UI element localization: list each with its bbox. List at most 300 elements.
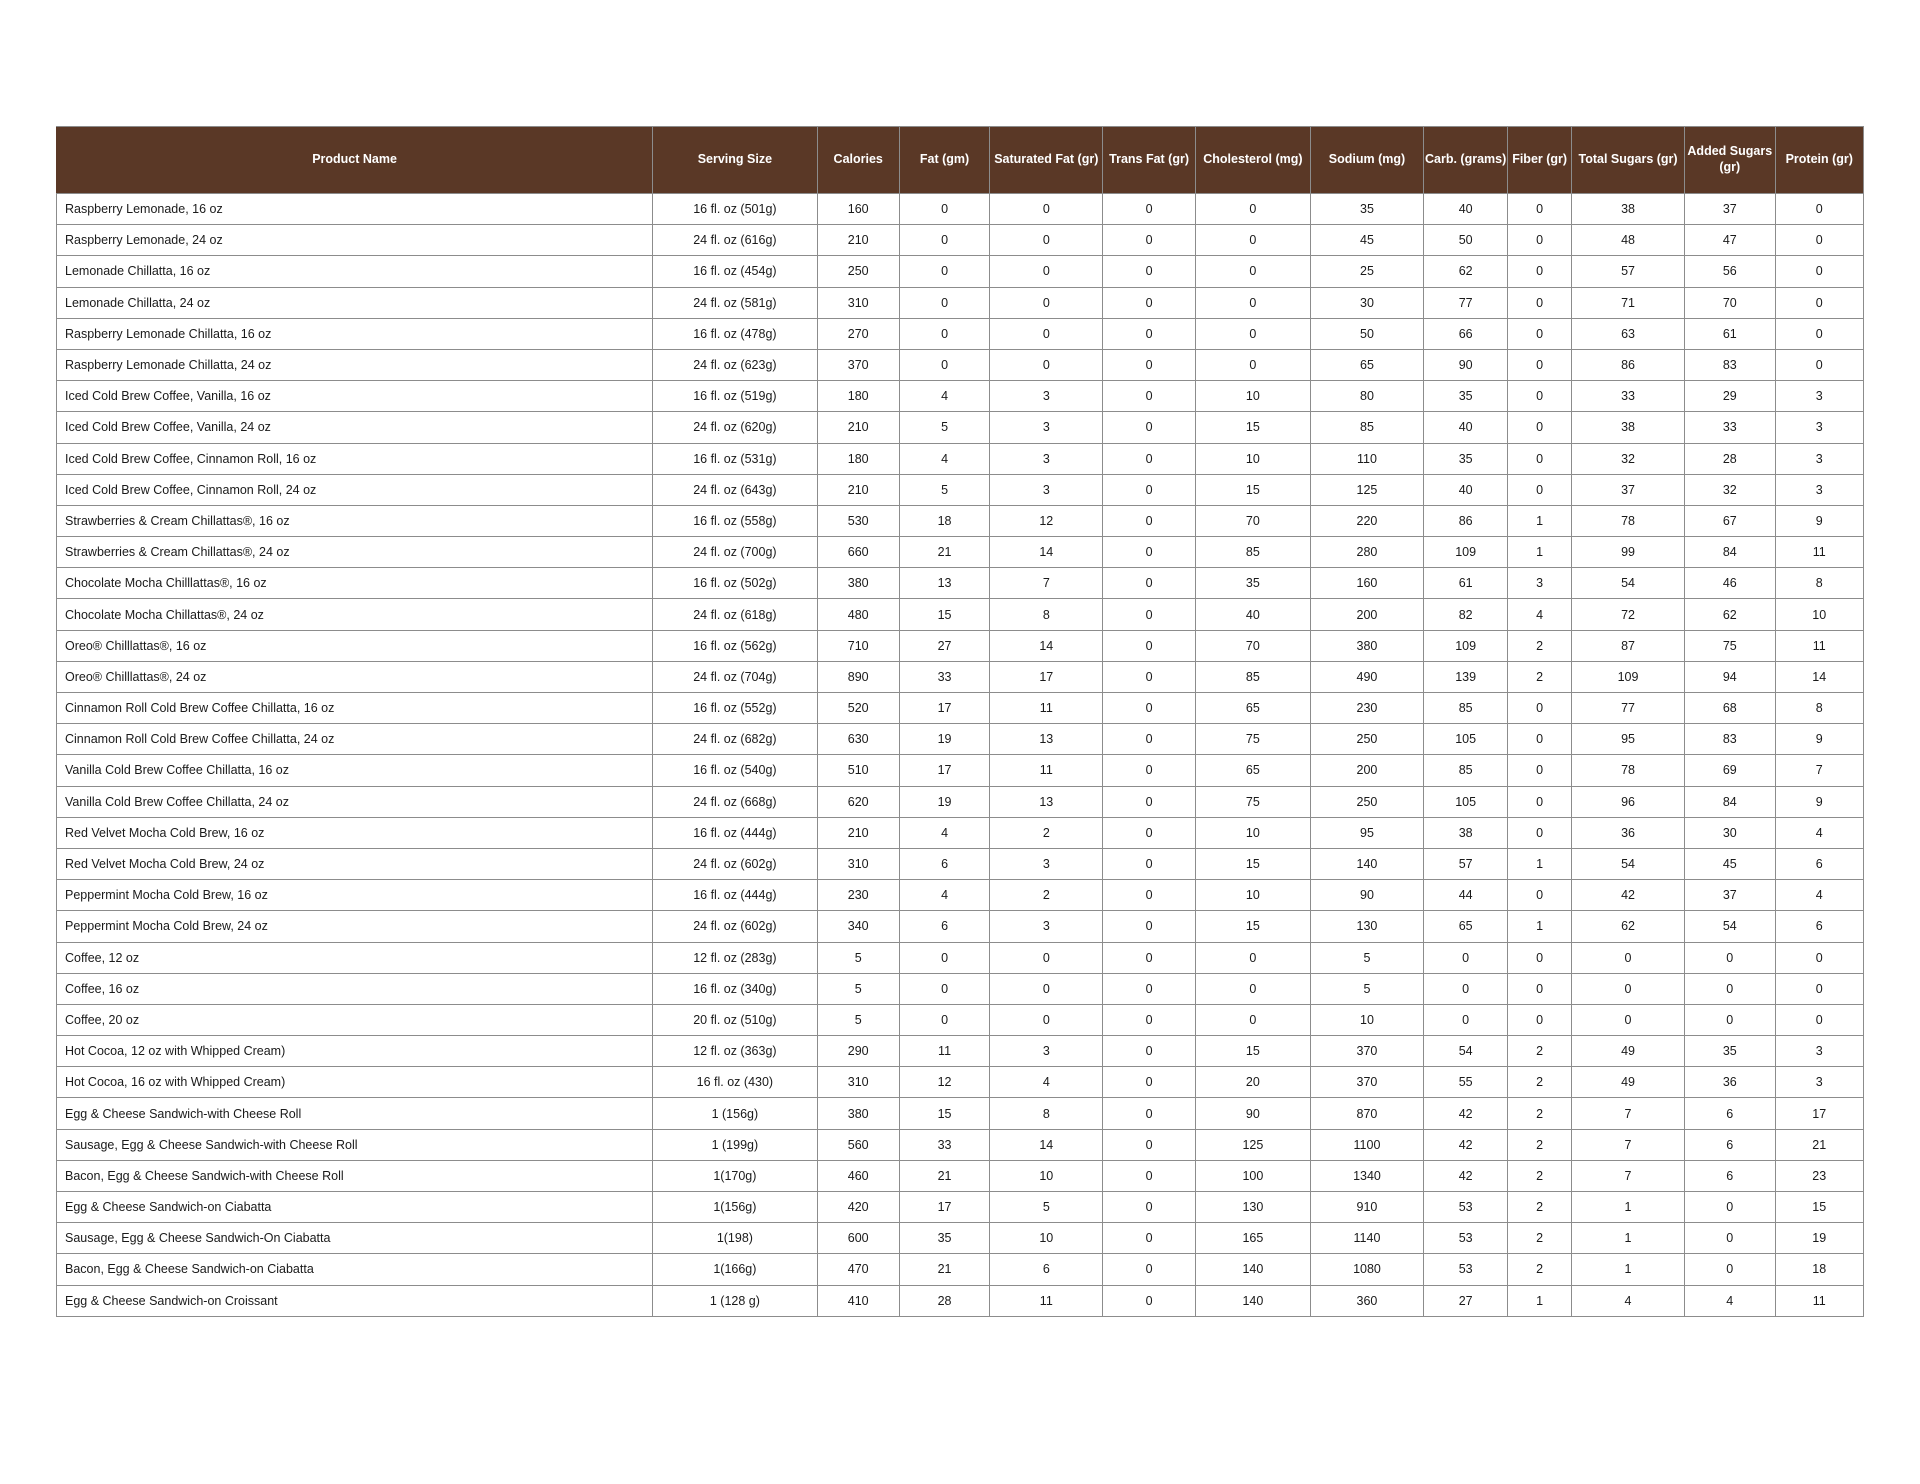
table-row [57,1285,1864,1316]
table-row [57,443,1864,474]
cell-fiber: 3 [1508,568,1572,599]
cell-protein: 0 [1775,318,1864,349]
cell-sodium: 30 [1310,287,1423,318]
cell-total-sugars: 109 [1572,661,1685,692]
table-row [57,1129,1864,1160]
cell-cholesterol: 35 [1195,568,1310,599]
cell-product-name: Iced Cold Brew Coffee, Vanilla, 16 oz [57,381,653,412]
cell-calories: 470 [817,1254,899,1285]
cell-serving-size: 20 fl. oz (510g) [653,1004,817,1035]
cell-sodium: 90 [1310,880,1423,911]
cell-protein: 8 [1775,568,1864,599]
cell-calories: 890 [817,661,899,692]
cell-added-sugars: 70 [1685,287,1775,318]
cell-fiber: 0 [1508,443,1572,474]
cell-fiber: 0 [1508,318,1572,349]
cell-product-name: Raspberry Lemonade, 24 oz [57,225,653,256]
cell-saturated-fat: 14 [990,1129,1103,1160]
cell-added-sugars: 32 [1685,474,1775,505]
cell-cholesterol: 15 [1195,848,1310,879]
cell-sodium: 110 [1310,443,1423,474]
table-row [57,225,1864,256]
cell-saturated-fat: 10 [990,1223,1103,1254]
cell-fiber: 2 [1508,1129,1572,1160]
cell-sodium: 200 [1310,755,1423,786]
cell-carb: 42 [1424,1129,1508,1160]
table-row [57,287,1864,318]
cell-cholesterol: 0 [1195,225,1310,256]
cell-calories: 180 [817,443,899,474]
cell-calories: 480 [817,599,899,630]
cell-cholesterol: 10 [1195,381,1310,412]
cell-product-name: Egg & Cheese Sandwich-on Croissant [57,1285,653,1316]
cell-serving-size: 24 fl. oz (623g) [653,349,817,380]
cell-serving-size: 16 fl. oz (502g) [653,568,817,599]
cell-cholesterol: 15 [1195,911,1310,942]
cell-cholesterol: 140 [1195,1254,1310,1285]
cell-added-sugars: 4 [1685,1285,1775,1316]
cell-total-sugars: 49 [1572,1067,1685,1098]
table-row [57,755,1864,786]
cell-trans-fat: 0 [1103,287,1196,318]
cell-cholesterol: 0 [1195,256,1310,287]
cell-fat: 4 [899,880,989,911]
cell-fat: 17 [899,1192,989,1223]
table-row [57,786,1864,817]
cell-total-sugars: 32 [1572,443,1685,474]
cell-saturated-fat: 8 [990,599,1103,630]
cell-cholesterol: 125 [1195,1129,1310,1160]
cell-total-sugars: 1 [1572,1254,1685,1285]
cell-product-name: Peppermint Mocha Cold Brew, 16 oz [57,880,653,911]
cell-trans-fat: 0 [1103,724,1196,755]
cell-trans-fat: 0 [1103,349,1196,380]
cell-added-sugars: 0 [1685,1004,1775,1035]
cell-protein: 11 [1775,1285,1864,1316]
cell-carb: 0 [1424,1004,1508,1035]
cell-fiber: 2 [1508,1192,1572,1223]
cell-serving-size: 1 (156g) [653,1098,817,1129]
cell-serving-size: 24 fl. oz (616g) [653,225,817,256]
cell-total-sugars: 48 [1572,225,1685,256]
cell-protein: 9 [1775,786,1864,817]
cell-serving-size: 24 fl. oz (620g) [653,412,817,443]
cell-fat: 0 [899,225,989,256]
cell-product-name: Iced Cold Brew Coffee, Cinnamon Roll, 24 oz [57,474,653,505]
cell-carb: 62 [1424,256,1508,287]
cell-protein: 23 [1775,1160,1864,1191]
cell-cholesterol: 0 [1195,287,1310,318]
column-header-cholesterol: Cholesterol (mg) [1195,127,1310,194]
cell-trans-fat: 0 [1103,1129,1196,1160]
cell-added-sugars: 37 [1685,880,1775,911]
cell-calories: 420 [817,1192,899,1223]
cell-carb: 57 [1424,848,1508,879]
cell-fiber: 0 [1508,942,1572,973]
cell-saturated-fat: 3 [990,848,1103,879]
cell-fat: 4 [899,381,989,412]
column-header-protein: Protein (gr) [1775,127,1864,194]
table-row [57,349,1864,380]
cell-saturated-fat: 5 [990,1192,1103,1223]
column-header-sodium: Sodium (mg) [1310,127,1423,194]
cell-fat: 4 [899,817,989,848]
cell-protein: 0 [1775,194,1864,225]
cell-protein: 3 [1775,443,1864,474]
cell-saturated-fat: 0 [990,942,1103,973]
cell-serving-size: 1 (128 g) [653,1285,817,1316]
cell-carb: 65 [1424,911,1508,942]
cell-protein: 18 [1775,1254,1864,1285]
cell-fat: 27 [899,630,989,661]
cell-serving-size: 1(170g) [653,1160,817,1191]
cell-sodium: 5 [1310,942,1423,973]
cell-cholesterol: 15 [1195,412,1310,443]
cell-product-name: Cinnamon Roll Cold Brew Coffee Chillatta, 16 oz [57,693,653,724]
cell-sodium: 250 [1310,786,1423,817]
cell-sodium: 370 [1310,1036,1423,1067]
cell-product-name: Raspberry Lemonade, 16 oz [57,194,653,225]
cell-added-sugars: 67 [1685,505,1775,536]
cell-total-sugars: 71 [1572,287,1685,318]
cell-product-name: Chocolate Mocha Chilllattas®, 16 oz [57,568,653,599]
cell-cholesterol: 70 [1195,630,1310,661]
cell-serving-size: 24 fl. oz (581g) [653,287,817,318]
cell-total-sugars: 72 [1572,599,1685,630]
cell-protein: 0 [1775,973,1864,1004]
cell-cholesterol: 130 [1195,1192,1310,1223]
cell-cholesterol: 15 [1195,1036,1310,1067]
cell-calories: 210 [817,225,899,256]
cell-serving-size: 16 fl. oz (454g) [653,256,817,287]
cell-carb: 44 [1424,880,1508,911]
table-row [57,661,1864,692]
cell-trans-fat: 0 [1103,817,1196,848]
cell-fiber: 1 [1508,848,1572,879]
cell-trans-fat: 0 [1103,537,1196,568]
cell-calories: 710 [817,630,899,661]
cell-protein: 10 [1775,599,1864,630]
cell-calories: 230 [817,880,899,911]
cell-calories: 520 [817,693,899,724]
cell-serving-size: 16 fl. oz (552g) [653,693,817,724]
cell-calories: 5 [817,942,899,973]
cell-cholesterol: 10 [1195,817,1310,848]
cell-fat: 0 [899,287,989,318]
cell-trans-fat: 0 [1103,599,1196,630]
cell-total-sugars: 95 [1572,724,1685,755]
cell-total-sugars: 96 [1572,786,1685,817]
cell-fiber: 2 [1508,1223,1572,1254]
cell-trans-fat: 0 [1103,412,1196,443]
cell-added-sugars: 69 [1685,755,1775,786]
cell-total-sugars: 38 [1572,194,1685,225]
cell-cholesterol: 100 [1195,1160,1310,1191]
cell-serving-size: 1 (199g) [653,1129,817,1160]
table-row [57,848,1864,879]
cell-protein: 6 [1775,848,1864,879]
cell-cholesterol: 85 [1195,661,1310,692]
cell-carb: 139 [1424,661,1508,692]
cell-fiber: 0 [1508,786,1572,817]
cell-added-sugars: 36 [1685,1067,1775,1098]
cell-added-sugars: 84 [1685,537,1775,568]
cell-fat: 0 [899,349,989,380]
cell-sodium: 45 [1310,225,1423,256]
cell-fat: 0 [899,256,989,287]
cell-calories: 5 [817,973,899,1004]
cell-fat: 11 [899,1036,989,1067]
cell-fiber: 4 [1508,599,1572,630]
cell-serving-size: 12 fl. oz (283g) [653,942,817,973]
cell-saturated-fat: 0 [990,225,1103,256]
cell-carb: 40 [1424,194,1508,225]
cell-product-name: Lemonade Chillatta, 16 oz [57,256,653,287]
table-row [57,194,1864,225]
cell-serving-size: 16 fl. oz (478g) [653,318,817,349]
cell-added-sugars: 0 [1685,1254,1775,1285]
cell-calories: 370 [817,349,899,380]
cell-sodium: 1140 [1310,1223,1423,1254]
cell-carb: 0 [1424,973,1508,1004]
cell-added-sugars: 75 [1685,630,1775,661]
cell-saturated-fat: 11 [990,755,1103,786]
column-header-total-sugars: Total Sugars (gr) [1572,127,1685,194]
cell-cholesterol: 0 [1195,1004,1310,1035]
cell-added-sugars: 0 [1685,973,1775,1004]
cell-carb: 0 [1424,942,1508,973]
cell-total-sugars: 63 [1572,318,1685,349]
cell-trans-fat: 0 [1103,1192,1196,1223]
cell-added-sugars: 56 [1685,256,1775,287]
header-row [57,127,1864,194]
cell-cholesterol: 0 [1195,194,1310,225]
cell-trans-fat: 0 [1103,1067,1196,1098]
cell-serving-size: 16 fl. oz (340g) [653,973,817,1004]
cell-protein: 19 [1775,1223,1864,1254]
cell-protein: 3 [1775,1067,1864,1098]
cell-fiber: 0 [1508,755,1572,786]
cell-protein: 4 [1775,817,1864,848]
nutrition-table-container [56,126,1864,1317]
cell-fat: 5 [899,474,989,505]
cell-fat: 0 [899,194,989,225]
table-row [57,1254,1864,1285]
cell-added-sugars: 94 [1685,661,1775,692]
cell-sodium: 870 [1310,1098,1423,1129]
cell-total-sugars: 49 [1572,1036,1685,1067]
cell-protein: 0 [1775,349,1864,380]
cell-added-sugars: 6 [1685,1098,1775,1129]
cell-carb: 42 [1424,1160,1508,1191]
cell-sodium: 65 [1310,349,1423,380]
cell-product-name: Iced Cold Brew Coffee, Cinnamon Roll, 16 oz [57,443,653,474]
cell-calories: 210 [817,817,899,848]
cell-added-sugars: 29 [1685,381,1775,412]
table-row [57,568,1864,599]
cell-serving-size: 24 fl. oz (602g) [653,911,817,942]
cell-carb: 42 [1424,1098,1508,1129]
cell-serving-size: 16 fl. oz (444g) [653,817,817,848]
cell-serving-size: 24 fl. oz (602g) [653,848,817,879]
cell-fiber: 1 [1508,911,1572,942]
cell-sodium: 1100 [1310,1129,1423,1160]
cell-cholesterol: 75 [1195,786,1310,817]
cell-serving-size: 16 fl. oz (501g) [653,194,817,225]
cell-saturated-fat: 11 [990,1285,1103,1316]
cell-calories: 250 [817,256,899,287]
cell-serving-size: 1(156g) [653,1192,817,1223]
cell-carb: 61 [1424,568,1508,599]
cell-product-name: Oreo® Chilllattas®, 16 oz [57,630,653,661]
cell-product-name: Lemonade Chillatta, 24 oz [57,287,653,318]
cell-calories: 210 [817,474,899,505]
cell-carb: 35 [1424,443,1508,474]
cell-total-sugars: 42 [1572,880,1685,911]
cell-total-sugars: 77 [1572,693,1685,724]
cell-added-sugars: 37 [1685,194,1775,225]
cell-trans-fat: 0 [1103,1254,1196,1285]
cell-sodium: 35 [1310,194,1423,225]
cell-carb: 82 [1424,599,1508,630]
cell-added-sugars: 46 [1685,568,1775,599]
cell-total-sugars: 7 [1572,1129,1685,1160]
cell-total-sugars: 36 [1572,817,1685,848]
cell-trans-fat: 0 [1103,1098,1196,1129]
cell-fat: 0 [899,318,989,349]
cell-calories: 510 [817,755,899,786]
cell-trans-fat: 0 [1103,661,1196,692]
cell-cholesterol: 65 [1195,693,1310,724]
cell-total-sugars: 1 [1572,1223,1685,1254]
table-row [57,1067,1864,1098]
cell-sodium: 250 [1310,724,1423,755]
cell-fiber: 2 [1508,1067,1572,1098]
table-row [57,880,1864,911]
cell-product-name: Chocolate Mocha Chillattas®, 24 oz [57,599,653,630]
table-row [57,1160,1864,1191]
cell-added-sugars: 0 [1685,942,1775,973]
cell-added-sugars: 6 [1685,1160,1775,1191]
cell-serving-size: 16 fl. oz (444g) [653,880,817,911]
cell-added-sugars: 45 [1685,848,1775,879]
cell-sodium: 220 [1310,505,1423,536]
column-header-product-name: Product Name [57,127,653,194]
cell-carb: 53 [1424,1254,1508,1285]
cell-trans-fat: 0 [1103,911,1196,942]
cell-saturated-fat: 10 [990,1160,1103,1191]
cell-calories: 560 [817,1129,899,1160]
cell-added-sugars: 6 [1685,1129,1775,1160]
cell-saturated-fat: 3 [990,1036,1103,1067]
column-header-calories: Calories [817,127,899,194]
column-header-fiber: Fiber (gr) [1508,127,1572,194]
cell-cholesterol: 140 [1195,1285,1310,1316]
cell-sodium: 140 [1310,848,1423,879]
cell-sodium: 50 [1310,318,1423,349]
cell-added-sugars: 47 [1685,225,1775,256]
cell-fiber: 0 [1508,693,1572,724]
cell-product-name: Coffee, 20 oz [57,1004,653,1035]
cell-calories: 310 [817,1067,899,1098]
cell-sodium: 5 [1310,973,1423,1004]
cell-fat: 4 [899,443,989,474]
cell-total-sugars: 0 [1572,973,1685,1004]
cell-added-sugars: 61 [1685,318,1775,349]
cell-trans-fat: 0 [1103,755,1196,786]
cell-carb: 54 [1424,1036,1508,1067]
cell-calories: 600 [817,1223,899,1254]
cell-saturated-fat: 2 [990,880,1103,911]
cell-trans-fat: 0 [1103,256,1196,287]
cell-saturated-fat: 0 [990,1004,1103,1035]
cell-product-name: Sausage, Egg & Cheese Sandwich-On Ciabatta [57,1223,653,1254]
cell-saturated-fat: 7 [990,568,1103,599]
cell-sodium: 25 [1310,256,1423,287]
cell-protein: 0 [1775,256,1864,287]
cell-fat: 21 [899,537,989,568]
cell-cholesterol: 0 [1195,318,1310,349]
cell-serving-size: 16 fl. oz (519g) [653,381,817,412]
cell-total-sugars: 62 [1572,911,1685,942]
cell-trans-fat: 0 [1103,1223,1196,1254]
cell-trans-fat: 0 [1103,381,1196,412]
cell-serving-size: 24 fl. oz (704g) [653,661,817,692]
cell-total-sugars: 86 [1572,349,1685,380]
cell-fiber: 2 [1508,1254,1572,1285]
cell-cholesterol: 90 [1195,1098,1310,1129]
table-row [57,599,1864,630]
cell-protein: 0 [1775,1004,1864,1035]
cell-trans-fat: 0 [1103,225,1196,256]
cell-product-name: Hot Cocoa, 12 oz with Whipped Cream) [57,1036,653,1067]
cell-fat: 0 [899,942,989,973]
cell-saturated-fat: 3 [990,474,1103,505]
cell-fiber: 2 [1508,1160,1572,1191]
cell-sodium: 200 [1310,599,1423,630]
column-header-fat: Fat (gm) [899,127,989,194]
cell-total-sugars: 0 [1572,1004,1685,1035]
cell-fiber: 0 [1508,225,1572,256]
cell-carb: 27 [1424,1285,1508,1316]
cell-total-sugars: 37 [1572,474,1685,505]
cell-cholesterol: 0 [1195,973,1310,1004]
cell-sodium: 370 [1310,1067,1423,1098]
cell-fiber: 1 [1508,505,1572,536]
cell-fat: 5 [899,412,989,443]
cell-fiber: 0 [1508,973,1572,1004]
column-header-carb: Carb. (grams) [1424,127,1508,194]
cell-product-name: Cinnamon Roll Cold Brew Coffee Chillatta, 24 oz [57,724,653,755]
cell-serving-size: 1(198) [653,1223,817,1254]
column-header-added-sugars: Added Sugars (gr) [1685,127,1775,194]
cell-total-sugars: 33 [1572,381,1685,412]
cell-protein: 17 [1775,1098,1864,1129]
cell-fiber: 0 [1508,1004,1572,1035]
cell-fiber: 0 [1508,474,1572,505]
cell-total-sugars: 78 [1572,755,1685,786]
cell-saturated-fat: 0 [990,973,1103,1004]
column-header-serving-size: Serving Size [653,127,817,194]
cell-protein: 8 [1775,693,1864,724]
table-row [57,630,1864,661]
table-row [57,1192,1864,1223]
cell-protein: 21 [1775,1129,1864,1160]
cell-fiber: 0 [1508,287,1572,318]
table-body [57,194,1864,1317]
cell-total-sugars: 7 [1572,1098,1685,1129]
cell-sodium: 80 [1310,381,1423,412]
